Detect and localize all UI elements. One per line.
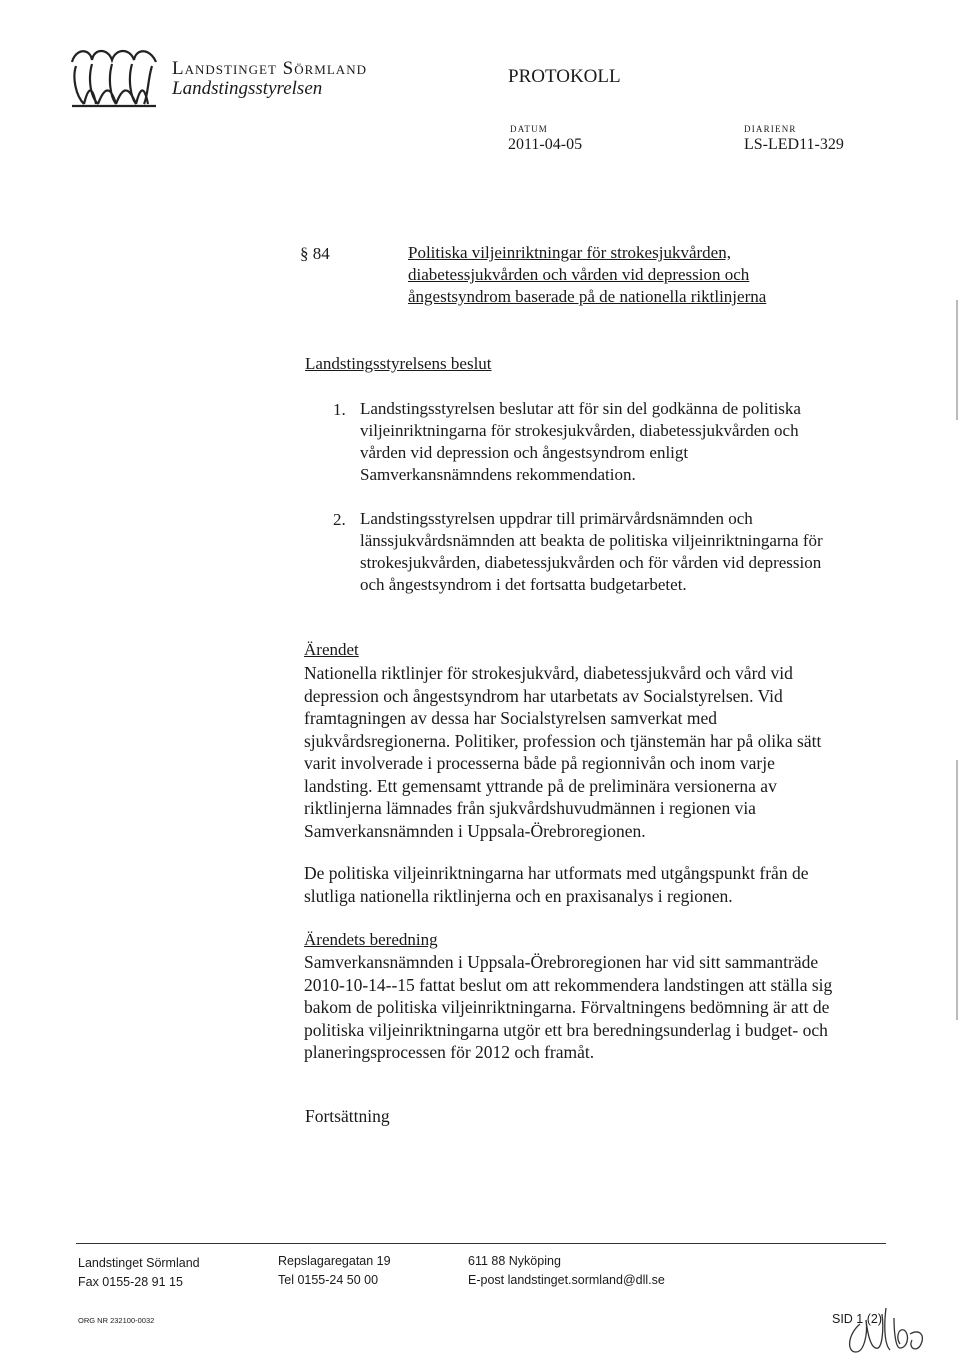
text-line: och ångestsyndrom i det fortsatta budgetarbetet. [360,575,687,594]
decision-title: Landstingsstyrelsens beslut [305,354,492,373]
text-line: framtagningen av dessa har Socialstyrelsen samverkat med [304,708,718,728]
text-line: Landstingsstyrelsen beslutar att för sin del godkänna de politiska [360,399,801,418]
text-line: De politiska viljeinriktningarna har utformats med utgångspunkt från de [304,863,809,883]
text-line: Samverkansnämnden i Uppsala-Örebroregionen har vid sitt sammanträde [304,952,819,972]
text-line: bakom de politiska viljeinriktningarna. Förvaltningens bedömning är att de [304,997,830,1017]
arendet-paragraph [304,862,884,907]
footer-line: Repslagaregatan 19 [278,1254,391,1268]
arendet-title: Ärendet [304,640,359,659]
paragraph-heading [408,242,868,308]
text-line: 2010-10-14--15 fattat beslut om att rekommendera landstingen att ställa sig [304,974,833,995]
heading-line: Politiska viljeinriktningar för strokesjukvården, [408,243,731,262]
beredning-title: Ärendets beredning [304,930,438,949]
footer-column-contact [468,1252,665,1290]
text-line: varit involverade i processerna både på regionnivån och inom varje [304,753,775,773]
decision-item-number: 2. [333,510,346,529]
footer-line: Tel 0155-24 50 00 [278,1273,379,1287]
text-line: vården vid depression och ångestsyndrom enligt [360,443,689,462]
beredning-paragraph [304,951,884,1064]
reference-value: LS-LED11-329 [744,136,844,153]
text-line: riktlinjerna lämnades från sjukvårdshuvudmännen i regionen via [304,798,756,818]
footer-divider [76,1243,886,1244]
text-line: viljeinriktningarna för strokesjukvården, diabetessjukvården och [360,421,799,440]
organization-number: ORG NR 232100-0032 [78,1316,155,1325]
decision-item-text [360,398,890,486]
text-line: planeringsprocessen för 2012 och framåt. [304,1042,595,1062]
paragraph-number: § 84 [300,244,330,263]
text-line: Landstingsstyrelsen uppdrar till primärvårdsnämnden och [360,509,753,528]
heading-line: ångestsyndrom baserade på de nationella riktlinjerna [408,287,767,306]
date-label: DATUM [510,124,549,134]
document-type: PROTOKOLL [508,66,621,87]
page-number: SID 1 (2) [832,1312,883,1326]
text-line: politiska viljeinriktningarna utgör ett bra beredningsunderlag i budget- och [304,1019,828,1040]
footer-column-address [278,1252,391,1290]
heading-line: diabetessjukvården och vården vid depression och [408,265,750,284]
text-line: Samverkansnämnden i Uppsala-Örebroregionen. [304,820,646,841]
footer-line: 611 88 Nyköping [468,1254,561,1268]
reference-label: DIARIENR [744,124,797,134]
text-line: landsting. Ett gemensamt yttrande på de preliminära versionerna av [304,775,777,796]
footer-line: E-post landstinget.sormland@dll.se [468,1273,665,1287]
text-line: Nationella riktlinjer för strokesjukvård, diabetessjukvård och vård vid [304,663,793,683]
decision-item-text [360,508,890,596]
text-line: sjukvårdsregionerna. Politiker, profession och tjänstemän har på olika sätt [304,730,822,751]
footer-column-organization [78,1254,200,1292]
organization-subtitle: Landstingsstyrelsen [172,78,323,99]
text-line: slutliga nationella riktlinjerna och en praxisanalys i regionen. [304,885,733,906]
text-line: länssjukvårdsnämnden att beakta de politiska viljeinriktningarna för [360,531,823,550]
crown-logo-icon [66,44,162,110]
date-value: 2011-04-05 [508,136,583,153]
footer-line: Landstinget Sörmland [78,1256,200,1270]
scan-edge-mark [956,300,958,420]
scan-edge-mark [956,760,958,1020]
text-line: strokesjukvården, diabetessjukvården och för vården vid depression [360,553,822,572]
text-line: Samverkansnämndens rekommendation. [360,465,636,484]
organization-name: Landstinget Sörmland [172,58,367,79]
footer-line: Fax 0155-28 91 15 [78,1275,183,1289]
text-line: depression och ångestsyndrom har utarbetats av Socialstyrelsen. Vid [304,685,783,706]
signature-mark [838,1294,930,1358]
decision-item-number: 1. [333,400,346,419]
arendet-paragraph [304,662,884,842]
continuation-note: Fortsättning [305,1106,390,1126]
